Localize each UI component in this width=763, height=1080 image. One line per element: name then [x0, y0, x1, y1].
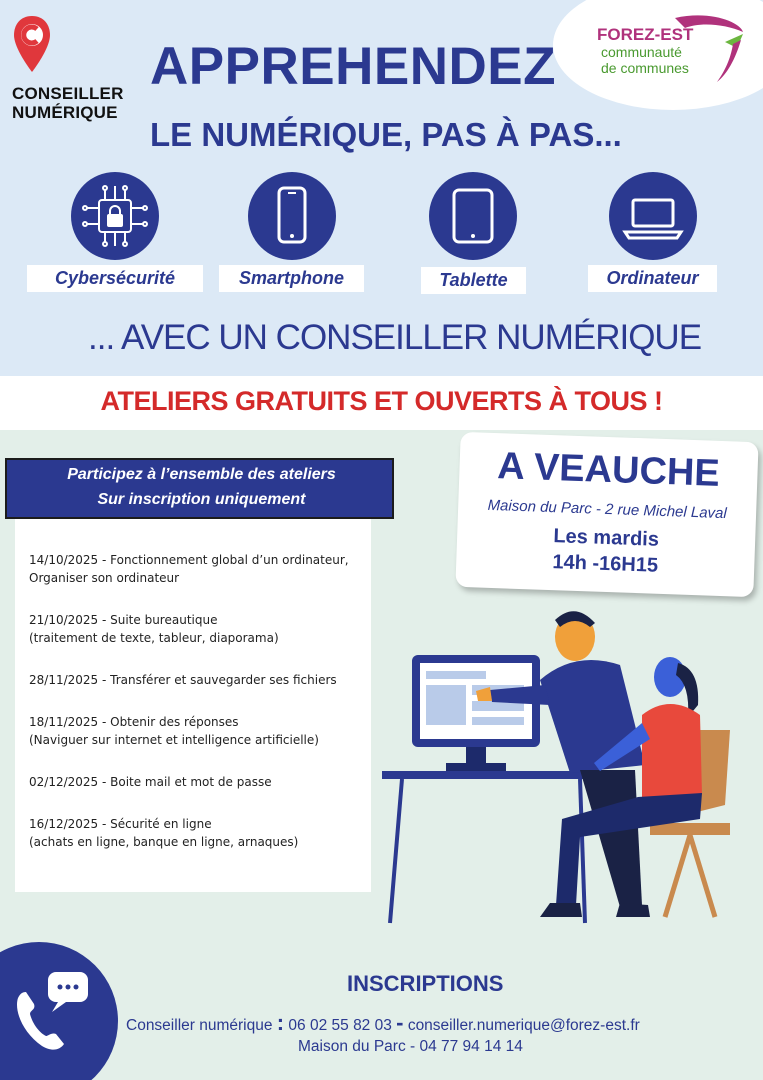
laptop-icon	[609, 172, 697, 260]
list-item: 21/10/2025 - Suite bureautique (traitement de texte, tableur, diaporama)	[29, 613, 279, 645]
lock-chip-icon	[71, 172, 159, 260]
people-at-computer-illustration	[380, 605, 740, 927]
schedule-list	[15, 519, 371, 892]
topic-label-cybersecurity: Cybersécurité	[27, 265, 203, 292]
venue-phone-line: Maison du Parc - 04 77 94 14 14	[298, 1038, 523, 1055]
banner-text: ATELIERS GRATUITS ET OUVERTS À TOUS !	[100, 386, 663, 416]
tablet-icon	[429, 172, 517, 260]
location-address: Maison du Parc - 2 rue Michel Laval	[487, 496, 728, 523]
participate-line1: Participez à l’ensemble des ateliers	[67, 466, 336, 483]
email-link[interactable]: conseiller.numerique@forez-est.fr	[407, 1017, 640, 1034]
location-city: A VEAUCHE	[496, 445, 721, 495]
partner-line3: de communes	[601, 60, 689, 76]
main-title: APPREHENDEZ	[150, 37, 557, 96]
topic-label-tablet: Tablette	[421, 267, 526, 294]
list-item: 28/11/2025 - Transférer et sauvegarder ses fichiers	[29, 673, 337, 687]
separator: -	[396, 1010, 404, 1035]
list-item: 14/10/2025 - Fonctionnement global d’un ordinateur, Organiser son ordinateur	[29, 553, 349, 585]
partner-name: FOREZ-EST	[597, 25, 694, 44]
inscriptions-title: INSCRIPTIONS	[347, 971, 504, 996]
partner-line2: communauté	[601, 44, 682, 60]
list-item: 16/12/2025 - Sécurité en ligne (achats en ligne, banque en ligne, arnaques)	[29, 817, 299, 849]
smartphone-icon	[248, 172, 336, 260]
location-card	[455, 432, 758, 597]
location-pin-icon	[12, 14, 52, 76]
main-subtitle: LE NUMÉRIQUE, PAS À PAS...	[150, 116, 622, 153]
brand-line2: NUMÉRIQUE	[12, 103, 118, 122]
contact-label: Conseiller numérique	[126, 1017, 273, 1034]
phone-chat-icon	[12, 970, 92, 1056]
phone-number[interactable]: 06 02 55 82 03	[288, 1017, 392, 1034]
advisor-subtitle: ... AVEC UN CONSEILLER NUMÉRIQUE	[88, 318, 702, 357]
contact-line	[126, 1010, 640, 1036]
brand-line1: CONSEILLER	[12, 84, 124, 103]
topic-label-computer: Ordinateur	[588, 265, 717, 292]
list-item: 02/12/2025 - Boite mail et mot de passe	[29, 775, 272, 789]
topic-label-smartphone: Smartphone	[219, 265, 364, 292]
participate-line2: Sur inscription uniquement	[97, 491, 306, 508]
participate-box	[5, 458, 394, 519]
location-hours: 14h -16H15	[552, 551, 659, 577]
list-item: 18/11/2025 - Obtenir des réponses (Naviguer sur internet et intelligence artificielle)	[29, 715, 319, 747]
separator: :	[276, 1010, 285, 1035]
location-days: Les mardis	[553, 525, 660, 551]
